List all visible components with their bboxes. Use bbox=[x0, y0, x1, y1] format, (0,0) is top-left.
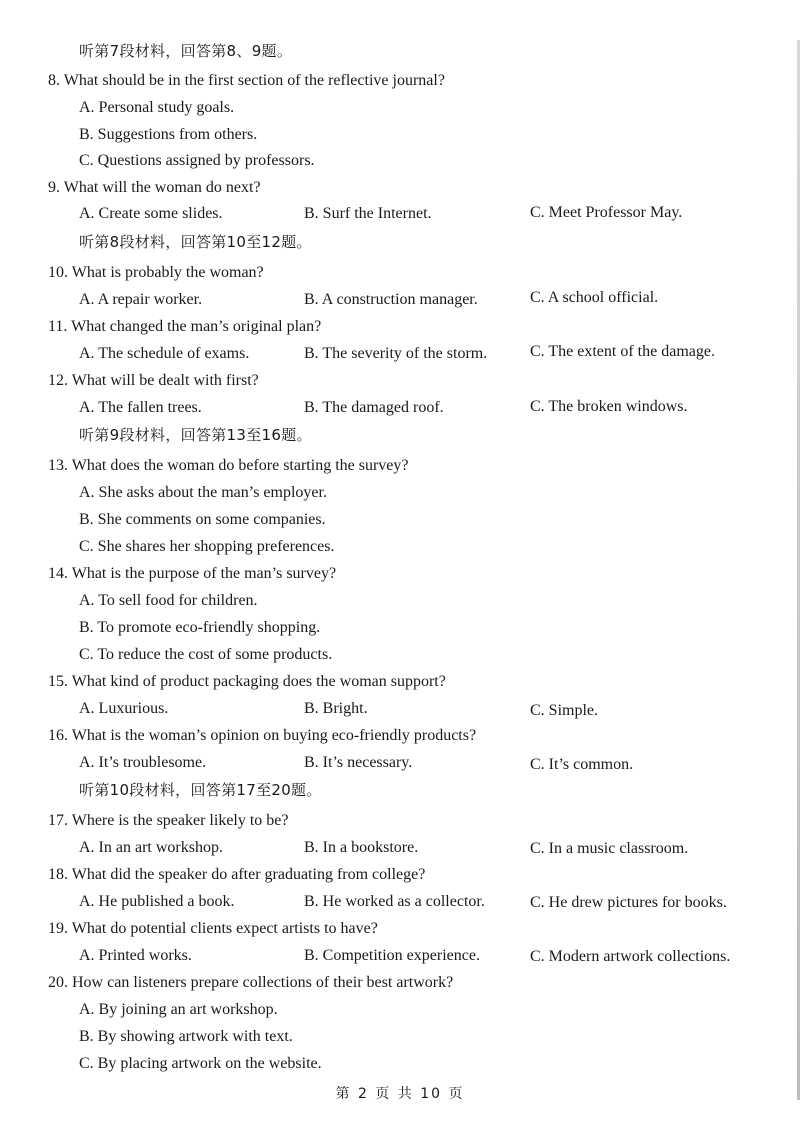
question-14-option-b: B. To promote eco-friendly shopping. bbox=[79, 619, 321, 636]
question-14-option-c: C. To reduce the cost of some products. bbox=[79, 646, 333, 663]
question-19-option-a: A. Printed works. bbox=[79, 947, 192, 964]
question-12-option-c: C. The broken windows. bbox=[530, 398, 688, 415]
question-10-option-b: B. A construction manager. bbox=[304, 291, 478, 308]
question-19-option-b: B. Competition experience. bbox=[304, 947, 480, 964]
question-18-option-a: A. He published a book. bbox=[79, 893, 235, 910]
question-18-stem: 18. What did the speaker do after graduating from college? bbox=[48, 866, 426, 883]
question-12-option-b: B. The damaged roof. bbox=[304, 399, 444, 416]
question-14-stem: 14. What is the purpose of the man’s survey? bbox=[48, 565, 337, 582]
question-8-stem: 8. What should be in the first section of the reflective journal? bbox=[48, 72, 445, 89]
question-8-option-a: A. Personal study goals. bbox=[79, 99, 235, 116]
question-17-stem: 17. Where is the speaker likely to be? bbox=[48, 812, 289, 829]
question-9-stem: 9. What will the woman do next? bbox=[48, 179, 261, 196]
question-15-option-c: C. Simple. bbox=[530, 702, 599, 719]
question-9-option-b: B. Surf the Internet. bbox=[304, 205, 432, 222]
section-heading-10: 听第10段材料，回答第17至20题。 bbox=[79, 781, 322, 799]
question-18-option-c: C. He drew pictures for books. bbox=[530, 894, 727, 911]
question-12-stem: 12. What will be dealt with first? bbox=[48, 372, 259, 389]
question-11-option-c: C. The extent of the damage. bbox=[530, 343, 715, 360]
question-11-option-b: B. The severity of the storm. bbox=[304, 345, 488, 362]
question-16-stem: 16. What is the woman’s opinion on buying eco-friendly products? bbox=[48, 727, 477, 744]
section-heading-7: 听第7段材料，回答第8、9题。 bbox=[79, 42, 293, 60]
question-13-stem: 13. What does the woman do before starting the survey? bbox=[48, 457, 409, 474]
question-19-stem: 19. What do potential clients expect artists to have? bbox=[48, 920, 378, 937]
question-11-option-a: A. The schedule of exams. bbox=[79, 345, 250, 362]
question-15-option-a: A. Luxurious. bbox=[79, 700, 169, 717]
question-13-option-c: C. She shares her shopping preferences. bbox=[79, 538, 335, 555]
question-13-option-b: B. She comments on some companies. bbox=[79, 511, 326, 528]
question-8-option-b: B. Suggestions from others. bbox=[79, 126, 258, 143]
question-20-option-b: B. By showing artwork with text. bbox=[79, 1028, 293, 1045]
question-15-stem: 15. What kind of product packaging does the woman support? bbox=[48, 673, 446, 690]
question-15-option-b: B. Bright. bbox=[304, 700, 368, 717]
question-16-option-a: A. It’s troublesome. bbox=[79, 754, 207, 771]
question-17-option-b: B. In a bookstore. bbox=[304, 839, 419, 856]
question-11-stem: 11. What changed the man’s original plan? bbox=[48, 318, 322, 335]
question-16-option-c: C. It’s common. bbox=[530, 756, 634, 773]
question-14-option-a: A. To sell food for children. bbox=[79, 592, 258, 609]
question-17-option-a: A. In an art workshop. bbox=[79, 839, 223, 856]
question-12-option-a: A. The fallen trees. bbox=[79, 399, 202, 416]
question-9-option-a: A. Create some slides. bbox=[79, 205, 223, 222]
question-9-option-c: C. Meet Professor May. bbox=[530, 204, 683, 221]
question-10-stem: 10. What is probably the woman? bbox=[48, 264, 264, 281]
question-18-option-b: B. He worked as a collector. bbox=[304, 893, 485, 910]
question-19-option-c: C. Modern artwork collections. bbox=[530, 948, 731, 965]
question-16-option-b: B. It’s necessary. bbox=[304, 754, 413, 771]
question-20-stem: 20. How can listeners prepare collections of their best artwork? bbox=[48, 974, 454, 991]
section-heading-9: 听第9段材料，回答第13至16题。 bbox=[79, 426, 312, 444]
question-20-option-a: A. By joining an art workshop. bbox=[79, 1001, 278, 1018]
section-heading-8: 听第8段材料，回答第10至12题。 bbox=[79, 233, 312, 251]
question-17-option-c: C. In a music classroom. bbox=[530, 840, 689, 857]
question-10-option-c: C. A school official. bbox=[530, 289, 659, 306]
page-number-footer: 第 2 页 共 10 页 bbox=[335, 1086, 465, 1102]
question-13-option-a: A. She asks about the man’s employer. bbox=[79, 484, 327, 501]
question-10-option-a: A. A repair worker. bbox=[79, 291, 203, 308]
question-8-option-c: C. Questions assigned by professors. bbox=[79, 152, 315, 169]
question-20-option-c: C. By placing artwork on the website. bbox=[79, 1055, 322, 1072]
